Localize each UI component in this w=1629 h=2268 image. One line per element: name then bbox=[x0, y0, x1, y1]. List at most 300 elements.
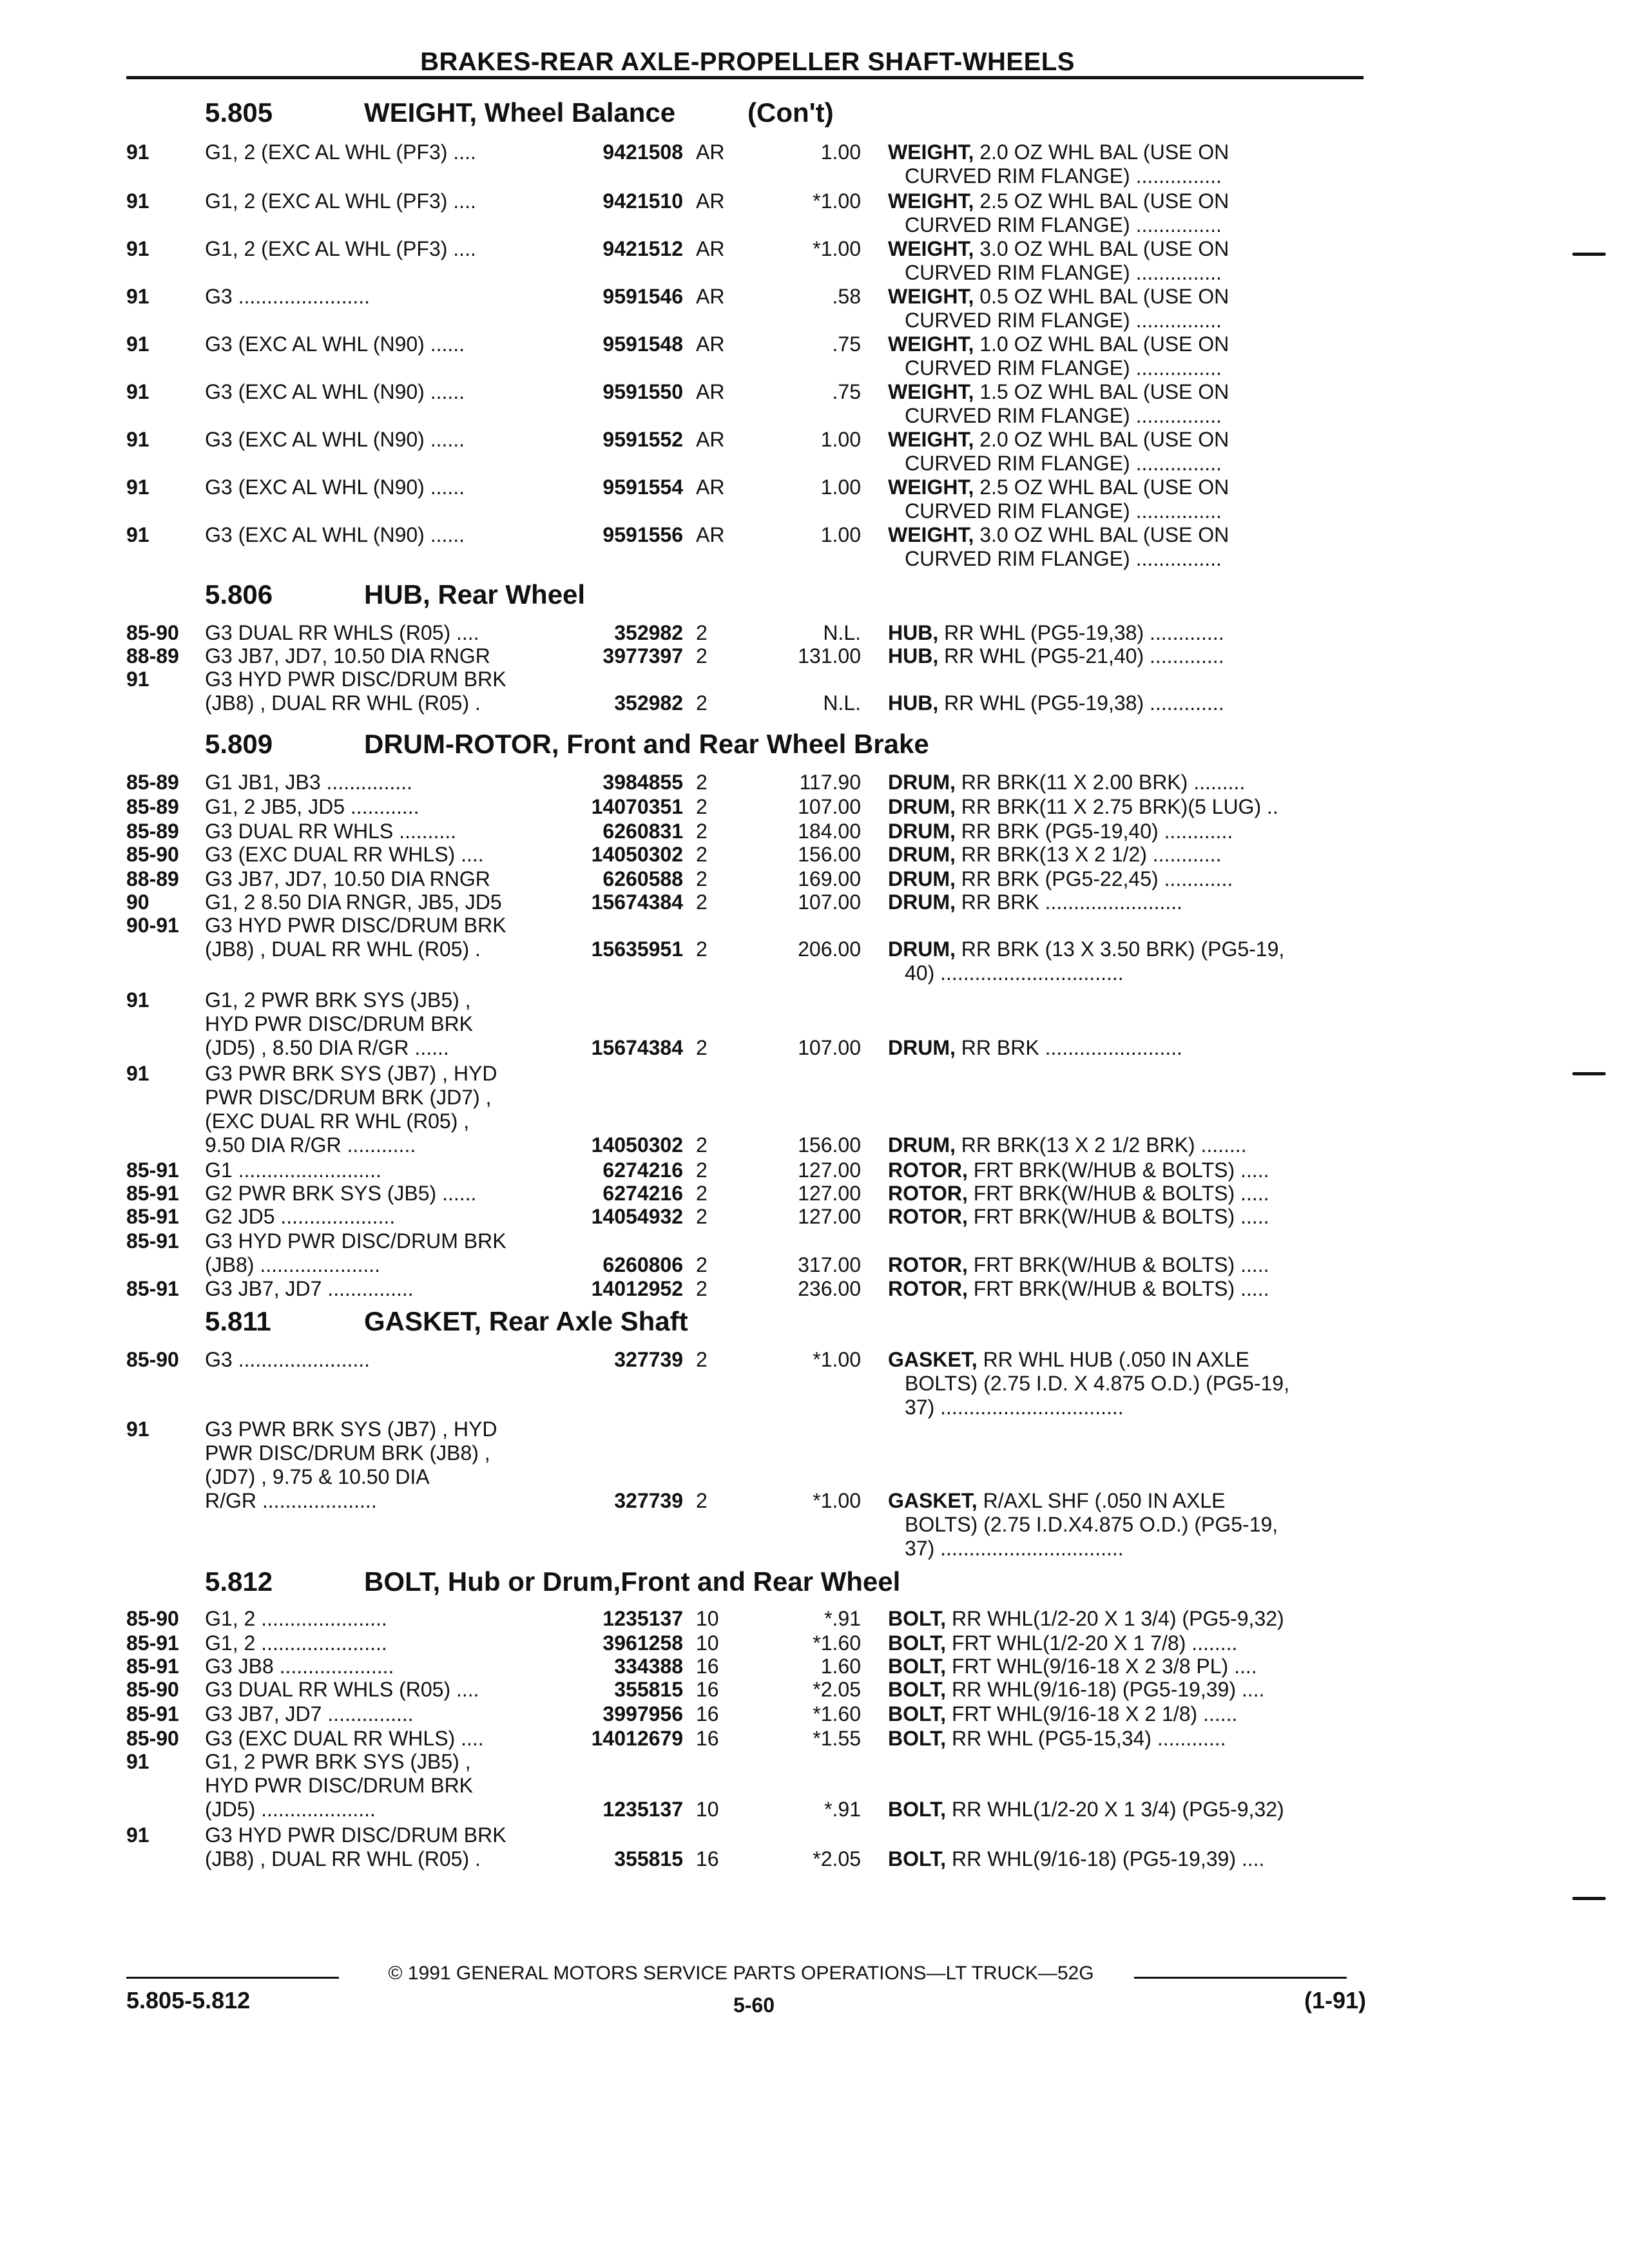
usage-text bbox=[205, 843, 553, 867]
description bbox=[888, 140, 1365, 188]
description bbox=[888, 1655, 1365, 1678]
part-number: 15674384 bbox=[591, 890, 683, 914]
header-rule bbox=[126, 76, 1364, 79]
description-line bbox=[888, 332, 1365, 356]
usage-line: G3 (EXC DUAL RR WHLS) .... bbox=[205, 843, 484, 866]
quantity: AR bbox=[696, 285, 725, 308]
usage-text bbox=[205, 1631, 553, 1655]
description bbox=[888, 1702, 1365, 1726]
description-text: 2.5 OZ WHL BAL (USE ON bbox=[979, 189, 1229, 213]
quantity: 2 bbox=[696, 1182, 708, 1205]
model-year: 85-91 bbox=[126, 1277, 179, 1300]
description bbox=[888, 843, 1365, 867]
description-text: RR BRK ........................ bbox=[961, 890, 1182, 914]
section-title-keyword: DRUM-ROTOR, bbox=[364, 729, 559, 759]
price: 131.00 bbox=[798, 644, 861, 668]
section-title bbox=[364, 1305, 688, 1338]
margin-mark bbox=[1572, 1897, 1606, 1900]
description-line bbox=[888, 523, 1365, 547]
description bbox=[888, 1847, 1365, 1871]
description bbox=[888, 332, 1365, 380]
description-line bbox=[888, 1631, 1365, 1655]
usage-line: HYD PWR DISC/DRUM BRK bbox=[205, 1774, 474, 1797]
usage-text bbox=[205, 476, 553, 499]
part-number: 3997956 bbox=[602, 1702, 683, 1725]
footer-section-range: 5.805-5.812 bbox=[126, 1987, 251, 2013]
description-keyword: ROTOR, bbox=[888, 1253, 968, 1276]
price: 184.00 bbox=[798, 820, 861, 843]
description-text: 0.5 OZ WHL BAL (USE ON bbox=[979, 285, 1229, 308]
usage-line: (JB8) , DUAL RR WHL (R05) . bbox=[205, 937, 481, 961]
model-year: 88-89 bbox=[126, 644, 179, 668]
model-year: 85-90 bbox=[126, 621, 179, 644]
model-year: 85-91 bbox=[126, 1158, 179, 1182]
price: 127.00 bbox=[798, 1158, 861, 1182]
section-title bbox=[364, 1566, 900, 1598]
usage-line: G3 DUAL RR WHLS .......... bbox=[205, 820, 456, 843]
quantity: 10 bbox=[696, 1798, 719, 1821]
description-keyword: DRUM, bbox=[888, 1133, 956, 1157]
quantity: 2 bbox=[696, 1489, 708, 1512]
usage-line: G1, 2 (EXC AL WHL (PF3) .... bbox=[205, 140, 476, 164]
description-keyword: WEIGHT, bbox=[888, 237, 974, 260]
description-line: 37) ................................ bbox=[905, 1537, 1124, 1560]
description-line: CURVED RIM FLANGE) ............... bbox=[905, 261, 1222, 284]
description-line bbox=[888, 1798, 1365, 1821]
price: *.91 bbox=[824, 1798, 861, 1821]
description-text: RR BRK(11 X 2.00 BRK) ......... bbox=[961, 771, 1246, 794]
quantity: 2 bbox=[696, 1133, 708, 1157]
description-text: 2.0 OZ WHL BAL (USE ON bbox=[979, 140, 1229, 164]
description-line bbox=[888, 140, 1365, 164]
description-line bbox=[888, 1702, 1365, 1726]
part-number: 3984855 bbox=[602, 771, 683, 794]
description-line bbox=[888, 1205, 1365, 1229]
price: .75 bbox=[832, 332, 861, 356]
part-number: 9421512 bbox=[602, 237, 683, 260]
description-text: RR BRK (PG5-19,40) ............ bbox=[961, 820, 1233, 843]
description-line: CURVED RIM FLANGE) ............... bbox=[905, 356, 1222, 380]
usage-line: G3 (EXC DUAL RR WHLS) .... bbox=[205, 1727, 484, 1750]
quantity: 2 bbox=[696, 867, 708, 890]
usage-text bbox=[205, 285, 553, 309]
description bbox=[888, 285, 1365, 332]
part-number: 9421508 bbox=[602, 140, 683, 164]
description-keyword: DRUM, bbox=[888, 867, 956, 890]
usage-text bbox=[205, 795, 553, 819]
description-text: RR WHL(1/2-20 X 1 3/4) (PG5-9,32) bbox=[951, 1607, 1284, 1630]
description-line bbox=[888, 237, 1365, 261]
usage-line: (JD7) , 9.75 & 10.50 DIA bbox=[205, 1465, 430, 1488]
usage-text bbox=[205, 523, 553, 547]
description-text: FRT BRK(W/HUB & BOLTS) ..... bbox=[973, 1182, 1269, 1205]
quantity: 2 bbox=[696, 890, 708, 914]
price: 206.00 bbox=[798, 937, 861, 961]
quantity: 2 bbox=[696, 795, 708, 818]
usage-text bbox=[205, 1062, 553, 1157]
description-text: RR WHL (PG5-19,38) ............. bbox=[944, 691, 1224, 715]
section-title-rest: Rear Wheel bbox=[438, 579, 586, 610]
description-keyword: BOLT, bbox=[888, 1847, 947, 1870]
model-year: 91 bbox=[126, 1823, 149, 1847]
description-line bbox=[888, 1847, 1365, 1871]
description-text: 2.0 OZ WHL BAL (USE ON bbox=[979, 428, 1229, 451]
description-line: CURVED RIM FLANGE) ............... bbox=[905, 404, 1222, 427]
price: .75 bbox=[832, 380, 861, 403]
description-line bbox=[888, 1678, 1365, 1702]
quantity: 16 bbox=[696, 1727, 719, 1750]
description-line bbox=[888, 644, 1365, 668]
quantity: 2 bbox=[696, 621, 708, 644]
price: 127.00 bbox=[798, 1182, 861, 1205]
description-text: RR BRK(11 X 2.75 BRK)(5 LUG) .. bbox=[961, 795, 1278, 818]
part-number: 14050302 bbox=[591, 1133, 683, 1157]
description-line bbox=[888, 820, 1365, 843]
description-text: FRT BRK(W/HUB & BOLTS) ..... bbox=[973, 1277, 1269, 1300]
usage-text bbox=[205, 1727, 553, 1751]
usage-line: G2 PWR BRK SYS (JB5) ...... bbox=[205, 1182, 477, 1205]
price: *1.60 bbox=[813, 1631, 861, 1655]
part-number: 355815 bbox=[614, 1678, 683, 1701]
usage-line: G3 (EXC AL WHL (N90) ...... bbox=[205, 428, 465, 451]
description-keyword: WEIGHT, bbox=[888, 476, 974, 499]
price: 1.00 bbox=[820, 523, 861, 546]
usage-text bbox=[205, 428, 553, 452]
part-number: 9591554 bbox=[602, 476, 683, 499]
description bbox=[888, 523, 1365, 571]
section-title-keyword: BOLT, bbox=[364, 1566, 441, 1597]
section-title-rest: Hub or Drum,Front and Rear Wheel bbox=[447, 1566, 901, 1597]
description-line: BOLTS) (2.75 I.D.X4.875 O.D.) (PG5-19, bbox=[905, 1513, 1278, 1536]
part-number: 3961258 bbox=[602, 1631, 683, 1655]
model-year: 85-91 bbox=[126, 1702, 179, 1725]
description-line bbox=[888, 1348, 1365, 1372]
usage-text bbox=[205, 332, 553, 356]
quantity: 2 bbox=[696, 1253, 708, 1276]
usage-line: G1, 2 8.50 DIA RNGR, JB5, JD5 bbox=[205, 890, 502, 914]
usage-text bbox=[205, 771, 553, 794]
model-year: 85-90 bbox=[126, 1607, 179, 1630]
description-text: RR BRK(13 X 2 1/2) ............ bbox=[961, 843, 1222, 866]
description-text: FRT BRK(W/HUB & BOLTS) ..... bbox=[973, 1158, 1269, 1182]
section-title-keyword: HUB, bbox=[364, 579, 430, 610]
usage-line: G1, 2 PWR BRK SYS (JB5) , bbox=[205, 988, 471, 1012]
description-keyword: GASKET, bbox=[888, 1489, 978, 1512]
description-keyword: DRUM, bbox=[888, 771, 956, 794]
description-keyword: BOLT, bbox=[888, 1655, 947, 1678]
price: 1.00 bbox=[820, 140, 861, 164]
description-line: CURVED RIM FLANGE) ............... bbox=[905, 547, 1222, 570]
usage-line: (JB8) ..................... bbox=[205, 1253, 381, 1276]
description bbox=[888, 890, 1365, 914]
description bbox=[888, 1158, 1365, 1182]
usage-text bbox=[205, 914, 553, 961]
price: *2.05 bbox=[813, 1847, 861, 1870]
description-text: RR BRK(13 X 2 1/2 BRK) ........ bbox=[961, 1133, 1247, 1157]
description-keyword: BOLT, bbox=[888, 1678, 947, 1701]
description-line bbox=[888, 867, 1365, 891]
footer-page-number: 5-60 bbox=[733, 1994, 775, 2017]
usage-line: R/GR .................... bbox=[205, 1489, 377, 1512]
price: *1.00 bbox=[813, 1348, 861, 1371]
usage-line: G3 HYD PWR DISC/DRUM BRK bbox=[205, 1823, 506, 1847]
model-year: 91 bbox=[126, 332, 149, 356]
price: 1.60 bbox=[820, 1655, 861, 1678]
usage-line: G1, 2 ...................... bbox=[205, 1607, 387, 1630]
description-keyword: WEIGHT, bbox=[888, 523, 974, 546]
description-keyword: DRUM, bbox=[888, 795, 956, 818]
usage-line: 9.50 DIA R/GR ............ bbox=[205, 1133, 416, 1157]
description-text: RR WHL (PG5-21,40) ............. bbox=[944, 644, 1224, 668]
description bbox=[888, 189, 1365, 237]
usage-line: PWR DISC/DRUM BRK (JB8) , bbox=[205, 1441, 490, 1465]
description-keyword: DRUM, bbox=[888, 843, 956, 866]
description-line bbox=[888, 1133, 1365, 1157]
usage-line: G3 DUAL RR WHLS (R05) .... bbox=[205, 1678, 479, 1701]
description-text: RR WHL(9/16-18) (PG5-19,39) .... bbox=[951, 1678, 1265, 1701]
usage-line: G3 HYD PWR DISC/DRUM BRK bbox=[205, 914, 506, 937]
model-year: 85-91 bbox=[126, 1229, 179, 1253]
quantity: AR bbox=[696, 523, 725, 546]
price: *1.55 bbox=[813, 1727, 861, 1750]
quantity: AR bbox=[696, 380, 725, 403]
description bbox=[888, 1607, 1365, 1631]
description-text: RR WHL HUB (.050 IN AXLE bbox=[983, 1348, 1249, 1371]
part-number: 6274216 bbox=[602, 1182, 683, 1205]
usage-text bbox=[205, 820, 553, 843]
quantity: 16 bbox=[696, 1847, 719, 1870]
usage-text bbox=[205, 1182, 553, 1206]
description bbox=[888, 1036, 1365, 1060]
usage-text bbox=[205, 867, 553, 891]
model-year: 85-90 bbox=[126, 1348, 179, 1371]
section-number: 5.811 bbox=[205, 1306, 271, 1336]
description bbox=[888, 1631, 1365, 1655]
part-number: 9591550 bbox=[602, 380, 683, 403]
description-keyword: DRUM, bbox=[888, 890, 956, 914]
quantity: 16 bbox=[696, 1678, 719, 1701]
section-title-keyword: GASKET, bbox=[364, 1306, 482, 1336]
description-keyword: WEIGHT, bbox=[888, 332, 974, 356]
price: *1.60 bbox=[813, 1702, 861, 1725]
description-line bbox=[888, 380, 1365, 404]
usage-line: G1 JB1, JB3 ............... bbox=[205, 771, 412, 794]
description-keyword: WEIGHT, bbox=[888, 380, 974, 403]
description-text: 3.0 OZ WHL BAL (USE ON bbox=[979, 523, 1229, 546]
description-line bbox=[888, 476, 1365, 499]
section-number: 5.812 bbox=[205, 1566, 273, 1597]
margin-mark bbox=[1572, 1072, 1606, 1075]
usage-line: G1, 2 ...................... bbox=[205, 1631, 387, 1655]
quantity: 2 bbox=[696, 771, 708, 794]
description-keyword: ROTOR, bbox=[888, 1158, 968, 1182]
part-number: 14012952 bbox=[591, 1277, 683, 1300]
part-number: 352982 bbox=[614, 621, 683, 644]
usage-text bbox=[205, 140, 553, 164]
description-line: BOLTS) (2.75 I.D. X 4.875 O.D.) (PG5-19, bbox=[905, 1372, 1289, 1395]
model-year: 85-89 bbox=[126, 820, 179, 843]
usage-line: G3 ....................... bbox=[205, 1348, 371, 1371]
part-number: 355815 bbox=[614, 1847, 683, 1870]
model-year: 85-91 bbox=[126, 1631, 179, 1655]
description-text: R/AXL SHF (.050 IN AXLE bbox=[983, 1489, 1226, 1512]
usage-line: G3 (EXC AL WHL (N90) ...... bbox=[205, 332, 465, 356]
model-year: 91 bbox=[126, 189, 149, 213]
model-year: 85-90 bbox=[126, 1678, 179, 1701]
quantity: 2 bbox=[696, 1036, 708, 1059]
description-line bbox=[888, 1607, 1365, 1631]
description-keyword: DRUM, bbox=[888, 937, 956, 961]
footer-rule-left bbox=[126, 1977, 339, 1979]
price: 1.00 bbox=[820, 428, 861, 451]
footer-rule-right bbox=[1134, 1977, 1347, 1979]
usage-line: G3 PWR BRK SYS (JB7) , HYD bbox=[205, 1062, 497, 1085]
usage-text bbox=[205, 1205, 553, 1229]
part-number: 9591556 bbox=[602, 523, 683, 546]
part-number: 15635951 bbox=[591, 937, 683, 961]
price: 107.00 bbox=[798, 890, 861, 914]
description-line bbox=[888, 795, 1365, 819]
margin-mark bbox=[1572, 253, 1606, 256]
description-text: FRT BRK(W/HUB & BOLTS) ..... bbox=[973, 1205, 1269, 1228]
usage-line: G1, 2 (EXC AL WHL (PF3) .... bbox=[205, 189, 476, 213]
description-text: RR BRK ........................ bbox=[961, 1036, 1182, 1059]
description-line bbox=[888, 771, 1365, 794]
price: *1.00 bbox=[813, 189, 861, 213]
description-keyword: DRUM, bbox=[888, 820, 956, 843]
model-year: 90 bbox=[126, 890, 149, 914]
description-line bbox=[888, 691, 1365, 715]
quantity: 2 bbox=[696, 843, 708, 866]
quantity: 2 bbox=[696, 691, 708, 715]
quantity: AR bbox=[696, 189, 725, 213]
part-number: 9591546 bbox=[602, 285, 683, 308]
description bbox=[888, 820, 1365, 843]
usage-text bbox=[205, 189, 553, 213]
section-number: 5.809 bbox=[205, 729, 273, 759]
usage-line: G3 JB7, JD7, 10.50 DIA RNGR bbox=[205, 867, 490, 890]
part-number: 14070351 bbox=[591, 795, 683, 818]
usage-text bbox=[205, 237, 553, 261]
description-text: FRT WHL(9/16-18 X 2 3/8 PL) .... bbox=[951, 1655, 1257, 1678]
description bbox=[888, 621, 1365, 645]
usage-text bbox=[205, 1229, 553, 1277]
usage-line: (JB8) , DUAL RR WHL (R05) . bbox=[205, 691, 481, 715]
description bbox=[888, 644, 1365, 668]
part-number: 6274216 bbox=[602, 1158, 683, 1182]
usage-text bbox=[205, 1702, 553, 1726]
usage-line: G3 JB8 .................... bbox=[205, 1655, 394, 1678]
usage-line: G3 (EXC AL WHL (N90) ...... bbox=[205, 523, 465, 546]
usage-text bbox=[205, 1607, 553, 1631]
model-year: 91 bbox=[126, 1750, 149, 1773]
part-number: 6260806 bbox=[602, 1253, 683, 1276]
part-number: 14054932 bbox=[591, 1205, 683, 1228]
price: 236.00 bbox=[798, 1277, 861, 1300]
price: 117.90 bbox=[799, 771, 861, 794]
usage-line: G3 DUAL RR WHLS (R05) .... bbox=[205, 621, 479, 644]
description-keyword: BOLT, bbox=[888, 1607, 947, 1630]
usage-line: G1, 2 (EXC AL WHL (PF3) .... bbox=[205, 237, 476, 260]
description-line bbox=[888, 843, 1365, 867]
usage-line: G1, 2 PWR BRK SYS (JB5) , bbox=[205, 1750, 471, 1773]
usage-line: G1, 2 JB5, JD5 ............ bbox=[205, 795, 419, 818]
part-number: 1235137 bbox=[602, 1798, 683, 1821]
usage-line: (JB8) , DUAL RR WHL (R05) . bbox=[205, 1847, 481, 1870]
description bbox=[888, 1348, 1365, 1419]
description bbox=[888, 1678, 1365, 1702]
usage-text bbox=[205, 1158, 553, 1182]
price: 156.00 bbox=[798, 843, 861, 866]
model-year: 85-89 bbox=[126, 771, 179, 794]
description-text: FRT WHL(1/2-20 X 1 7/8) ........ bbox=[951, 1631, 1238, 1655]
price: 156.00 bbox=[798, 1133, 861, 1157]
description-keyword: BOLT, bbox=[888, 1798, 947, 1821]
page-header: BRAKES-REAR AXLE-PROPELLER SHAFT-WHEELS bbox=[420, 48, 1075, 76]
usage-line: G3 JB7, JD7, 10.50 DIA RNGR bbox=[205, 644, 490, 668]
description-keyword: ROTOR, bbox=[888, 1205, 968, 1228]
price: *1.00 bbox=[813, 1489, 861, 1512]
price: N.L. bbox=[823, 621, 861, 644]
usage-line: G2 JD5 .................... bbox=[205, 1205, 396, 1228]
description-text: 1.5 OZ WHL BAL (USE ON bbox=[979, 380, 1229, 403]
quantity: AR bbox=[696, 140, 725, 164]
usage-line: G3 (EXC AL WHL (N90) ...... bbox=[205, 476, 465, 499]
description-line: CURVED RIM FLANGE) ............... bbox=[905, 164, 1222, 187]
description-keyword: WEIGHT, bbox=[888, 140, 974, 164]
model-year: 91 bbox=[126, 1418, 149, 1441]
footer-copyright: © 1991 GENERAL MOTORS SERVICE PARTS OPERATIONS—LT TRUCK—52G bbox=[388, 1963, 1094, 1984]
model-year: 85-91 bbox=[126, 1655, 179, 1678]
model-year: 91 bbox=[126, 988, 149, 1012]
usage-text bbox=[205, 644, 553, 668]
description bbox=[888, 691, 1365, 715]
price: *1.00 bbox=[813, 237, 861, 260]
description-keyword: HUB, bbox=[888, 644, 939, 668]
description-keyword: BOLT, bbox=[888, 1727, 947, 1750]
description-line bbox=[888, 890, 1365, 914]
model-year: 90-91 bbox=[126, 914, 179, 937]
part-number: 352982 bbox=[614, 691, 683, 715]
description-keyword: WEIGHT, bbox=[888, 285, 974, 308]
description-line bbox=[888, 1182, 1365, 1206]
price: *.91 bbox=[824, 1607, 861, 1630]
part-number: 3977397 bbox=[602, 644, 683, 668]
usage-line: (JD5) .................... bbox=[205, 1798, 376, 1821]
description-text: RR BRK (13 X 3.50 BRK) (PG5-19, bbox=[961, 937, 1285, 961]
part-number: 327739 bbox=[614, 1489, 683, 1512]
model-year: 91 bbox=[126, 1062, 149, 1085]
description-keyword: ROTOR, bbox=[888, 1277, 968, 1300]
description-line bbox=[888, 1036, 1365, 1060]
model-year: 85-90 bbox=[126, 843, 179, 866]
description-keyword: HUB, bbox=[888, 621, 939, 644]
description-text: FRT WHL(9/16-18 X 2 1/8) ...... bbox=[951, 1702, 1238, 1725]
section-number: 5.805 bbox=[205, 97, 273, 128]
model-year: 91 bbox=[126, 140, 149, 164]
price: N.L. bbox=[823, 691, 861, 715]
description-text: 1.0 OZ WHL BAL (USE ON bbox=[979, 332, 1229, 356]
usage-line: HYD PWR DISC/DRUM BRK bbox=[205, 1012, 474, 1035]
usage-line: G3 HYD PWR DISC/DRUM BRK bbox=[205, 668, 506, 691]
price: 1.00 bbox=[820, 476, 861, 499]
price: 107.00 bbox=[798, 795, 861, 818]
description bbox=[888, 937, 1365, 985]
quantity: AR bbox=[696, 428, 725, 451]
description-line: 37) ................................ bbox=[905, 1396, 1124, 1419]
model-year: 85-89 bbox=[126, 795, 179, 818]
description bbox=[888, 771, 1365, 794]
